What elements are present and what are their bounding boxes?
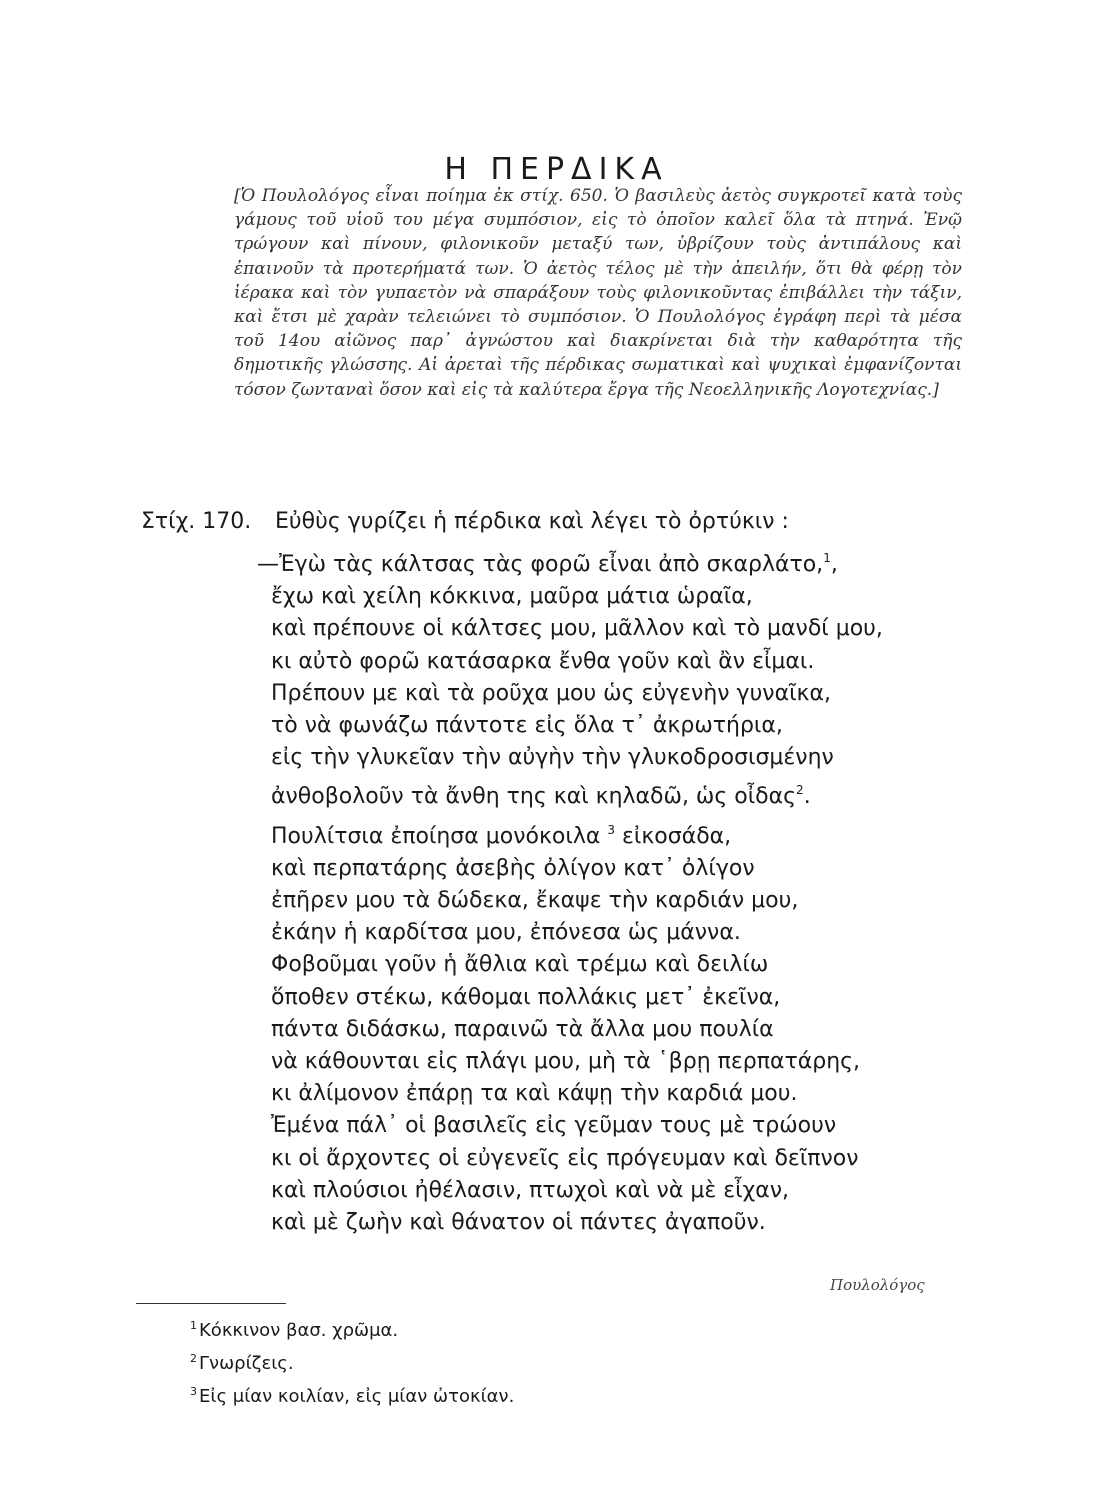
poem-line: —Ἐγὼ τὰς κάλτσας τὰς φορῶ εἶναι ἀπὸ σκαρλάτο,$^1$, — [257, 551, 838, 577]
footnote-ref: 2 — [796, 783, 804, 798]
footnote-number: 2 — [190, 1352, 197, 1365]
footnote: $^3$ Εἰς μίαν κοιλίαν, εἰς μίαν ὠτοκίαν. — [190, 1385, 515, 1407]
poem-line: Πουλίτσια ἐποίησα μονόκοιλα $^3$ εἰκοσάδα, — [271, 822, 732, 849]
poem-first-line: Εὐθὺς γυρίζει ἡ πέρδικα καὶ λέγει τὸ ὀρτύκιν : — [275, 509, 789, 534]
poem-line: καὶ πλούσιοι ἠθέλασιν, πτωχοὶ καὶ νὰ μὲ εἶχαν, — [271, 1177, 790, 1203]
poem-line: Φοβοῦμαι γοῦν ἡ ἄθλια καὶ τρέμω καὶ δειλίω — [271, 952, 769, 978]
poem-line: πάντα διδάσκω, παραινῶ τὰ ἄλλα μου πουλία — [271, 1016, 774, 1042]
poem-line: ἀνθοβολοῦν τὰ ἄνθη της καὶ κηλαδῶ, ὡς οἶδας$^2$. — [271, 783, 811, 810]
footnote-number: 3 — [190, 1385, 197, 1398]
poem-line: τὸ νὰ φωνάζω πάντοτε εἰς ὅλα τ᾿ ἀκρωτήρια, — [271, 713, 783, 739]
intro-paragraph: [Ὁ Πουλολόγος εἶναι ποίημα ἐκ στίχ. 650. Ὁ βασιλεὺς ἀετὸς συγκροτεῖ κατὰ τοὺς γάμους τοῦ υἱοῦ του μέγα συμπόσιον, εἰς τὸ ὁποῖον καλεῖ ὅλα τὰ πτηνά. Ἐνῷ τρώγουν καὶ πίνουν, φιλονικοῦν μεταξύ των, ὑβρίζουν τοὺς ἀντιπάλους καὶ ἐπαινοῦν τὰ προτερήματά των. Ὁ ἀετὸς τέλος μὲ τὴν ἀπειλήν, ὅτι θὰ φέρῃ τὸν ἱέρακα καὶ τὸν γυπαετὸν νὰ σπαράξουν τοὺς φιλονικοῦντας ἐπιβάλλει τὴν τάξιν, καὶ ἔτσι μὲ χαρὰν τελειώνει τὸ συμπόσιον. Ὁ Πουλολόγος ἐγράφη περὶ τὰ μέσα τοῦ 14ου αἰῶνος παρ᾿ ἀγνώστου καὶ διακρίνεται διὰ τὴν καθαρότητα τῆς δημοτικῆς γλώσσης. Αἱ ἀρεταὶ τῆς πέρδικας σωματικαὶ καὶ ψυχικαὶ ἐμφανίζονται τόσον ζωνταναὶ ὅσον καὶ εἰς τὰ καλύτερα ἔργα τῆς Νεοελληνικῆς Λογοτεχνίας.] — [234, 186, 962, 400]
poem-line: Πρέπουν με καὶ τὰ ροῦχα μου ὡς εὐγενὴν γυναῖκα, — [271, 680, 832, 706]
poem-line: Ἐμένα πάλ᾿ οἱ βασιλεῖς εἰς γεῦμαν τους μὲ τρώουν — [271, 1113, 837, 1139]
footnote-divider — [136, 1303, 286, 1304]
poem-line: ἔχω καὶ χείλη κόκκινα, μαῦρα μάτια ὡραῖα, — [271, 584, 753, 610]
author-attribution: Πουλολόγος — [830, 1276, 925, 1294]
poem-line: κι οἱ ἄρχοντες οἱ εὐγενεῖς εἰς πρόγευμαν καὶ δεῖπνον — [271, 1145, 859, 1171]
footnotes — [190, 1312, 514, 1411]
poem-line: καὶ πρέπουνε οἱ κάλτσες μου, μᾶλλον καὶ τὸ μανδί μου, — [271, 616, 883, 642]
poem-line: νὰ κάθουνται εἰς πλάγι μου, μὴ τὰ ῾βρῃ περπατάρης, — [271, 1049, 861, 1075]
poem-line: εἰς τὴν γλυκεῖαν τὴν αὐγὴν τὴν γλυκοδροσισμένην — [271, 745, 834, 771]
poem-line: κι ἀλίμονον ἐπάρῃ τα καὶ κάψῃ τὴν καρδιά μου. — [271, 1081, 798, 1107]
poem-line: κι αὐτὸ φορῶ κατάσαρκα ἔνθα γοῦν καὶ ἂν εἶμαι. — [271, 648, 815, 674]
poem-line: ὅποθεν στέκω, κάθομαι πολλάκις μετ᾿ ἐκεῖνα, — [271, 984, 781, 1010]
footnote-number: 1 — [190, 1319, 197, 1332]
footnote-ref: 1 — [823, 551, 831, 565]
poem-line: καὶ μὲ ζωὴν καὶ θάνατον οἱ πάντες ἀγαποῦν. — [271, 1210, 766, 1236]
poem-line: ἐκάην ἡ καρδίτσα μου, ἐπόνεσα ὡς μάννα. — [271, 920, 741, 946]
poem-line: καὶ περπατάρης ἀσεβὴς ὀλίγον κατ᾿ ὀλίγον — [271, 855, 755, 881]
footnote: $^1$ Κόκκινον βασ. χρῶμα. — [190, 1319, 399, 1341]
page-title: Η ΠΕΡΔΙΚΑ — [444, 152, 669, 188]
footnote-ref: 3 — [607, 822, 615, 837]
verse-label: Στίχ. 170. — [141, 509, 252, 534]
footnote: $^2$ Γνωρίζεις. — [190, 1352, 294, 1374]
poem-line: ἐπῆρεν μου τὰ δώδεκα, ἔκαψε τὴν καρδιάν μου, — [271, 888, 799, 914]
poem-body — [257, 542, 1017, 1239]
